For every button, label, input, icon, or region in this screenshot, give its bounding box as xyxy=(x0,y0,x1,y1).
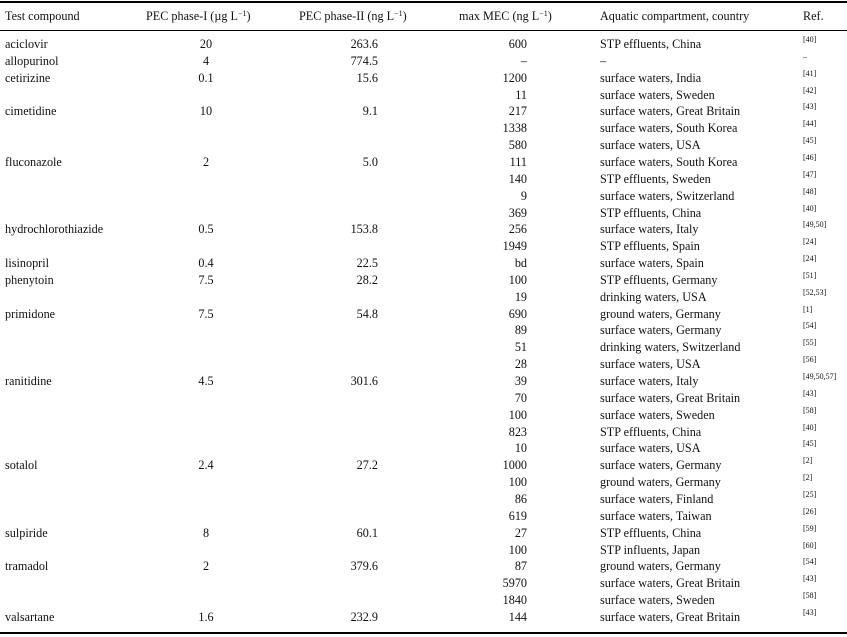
top-rule xyxy=(0,1,847,3)
cell-max-mec: 1200 xyxy=(502,70,527,85)
cell-max-mec: 1000 xyxy=(502,458,527,473)
cell-ref: [26] xyxy=(803,506,817,516)
cell-compartment: surface waters, India xyxy=(600,70,702,85)
cell-compound: tramadol xyxy=(5,559,49,574)
header-rule xyxy=(0,30,847,31)
cell-max-mec: 600 xyxy=(508,37,527,51)
cell-pec-phase-2: 9.1 xyxy=(362,104,378,119)
cell-compound: primidone xyxy=(5,306,56,321)
cell-max-mec: 100 xyxy=(508,272,527,287)
cell-ref: [1] xyxy=(803,304,813,314)
header-pec-phase-2: PEC phase-II (ng $L^{-1}$) xyxy=(299,9,407,23)
cell-ref: [45] xyxy=(803,439,817,449)
cell-compound: cimetidine xyxy=(5,104,57,119)
cell-max-mec: – xyxy=(520,53,527,68)
cell-max-mec: 1840 xyxy=(502,593,527,608)
cell-pec-phase-1: 2.4 xyxy=(198,458,214,473)
cell-pec-phase-2: 27.2 xyxy=(356,458,378,473)
cell-max-mec: 823 xyxy=(508,424,527,439)
cell-max-mec: 580 xyxy=(508,138,527,153)
header-ref: Ref. xyxy=(803,9,824,23)
cell-max-mec: 89 xyxy=(514,323,527,338)
cell-ref: [43] xyxy=(803,607,817,617)
cell-max-mec: 100 xyxy=(508,542,527,557)
cell-compartment: STP effluents, Spain xyxy=(600,239,700,254)
cell-compartment: surface waters, Great Britain xyxy=(600,576,741,591)
cell-ref: [49,50,57] xyxy=(803,372,837,381)
cell-max-mec: 5970 xyxy=(502,576,527,591)
cell-ref: [24] xyxy=(803,254,817,264)
cell-max-mec: 100 xyxy=(508,475,527,490)
cell-ref: [25] xyxy=(803,489,817,499)
cell-pec-phase-2: 22.5 xyxy=(356,256,378,271)
cell-ref: [56] xyxy=(803,355,817,365)
cell-ref: [55] xyxy=(803,338,817,348)
cell-compartment: STP effluents, China xyxy=(600,525,702,540)
cell-pec-phase-1: 2 xyxy=(202,154,210,169)
cell-ref: [52,53] xyxy=(803,287,827,297)
cell-max-mec: 10 xyxy=(514,441,527,456)
cell-pec-phase-1: 1.6 xyxy=(198,609,214,624)
cell-compound: allopurinol xyxy=(5,53,59,68)
cell-compartment: surface waters, Germany xyxy=(600,323,722,338)
cell-pec-phase-2: 301.6 xyxy=(350,374,378,388)
cell-ref: [49,50] xyxy=(803,220,827,230)
cell-compound: valsartane xyxy=(5,609,55,624)
cell-compartment: surface waters, Germany xyxy=(600,458,722,473)
cell-compartment: STP effluents, China xyxy=(600,37,702,51)
cell-max-mec: 9 xyxy=(520,188,527,203)
cell-ref: [45] xyxy=(803,136,817,146)
cell-compartment: STP effluents, Germany xyxy=(600,272,718,287)
cell-ref: [60] xyxy=(803,540,817,550)
cell-pec-phase-2: 774.5 xyxy=(350,53,378,68)
cell-compartment: surface waters, USA xyxy=(600,138,701,153)
cell-max-mec: 256 xyxy=(508,222,527,237)
cell-ref: [58] xyxy=(803,405,817,415)
bottom-rule xyxy=(0,632,847,634)
cell-ref: [54] xyxy=(803,557,817,567)
cell-compartment: ground waters, Germany xyxy=(600,559,721,574)
cell-compound: cetirizine xyxy=(5,70,51,85)
cell-compartment: surface waters, Great Britain xyxy=(600,609,741,624)
header-aquatic-compartment: Aquatic compartment, country xyxy=(600,9,750,23)
cell-compartment: STP influents, Japan xyxy=(600,542,701,557)
cell-max-mec: 27 xyxy=(514,525,527,540)
cell-compartment: drinking waters, USA xyxy=(600,289,707,304)
cell-ref: [59] xyxy=(803,523,817,533)
header-test-compound: Test compound xyxy=(5,9,80,23)
cell-max-mec: 86 xyxy=(514,491,527,506)
header-max-mec: max MEC (ng $L^{-1}$) xyxy=(459,9,552,23)
cell-compartment: surface waters, USA xyxy=(600,357,701,372)
cell-ref: [44] xyxy=(803,119,817,129)
cell-ref: [48] xyxy=(803,186,817,196)
cell-ref: [40] xyxy=(803,422,817,432)
cell-ref: – xyxy=(803,51,807,61)
cell-compartment: surface waters, Sweden xyxy=(600,407,715,422)
cell-max-mec: 111 xyxy=(509,154,527,169)
cell-max-mec: 144 xyxy=(508,609,527,624)
cell-ref: [54] xyxy=(803,321,817,331)
cell-pec-phase-2: 263.6 xyxy=(350,37,378,51)
cell-compound: ranitidine xyxy=(5,374,52,388)
cell-max-mec: 28 xyxy=(514,357,527,372)
cell-compartment: surface waters, USA xyxy=(600,441,701,456)
cell-compartment: surface waters, Switzerland xyxy=(600,188,735,203)
cell-compartment: surface waters, Italy xyxy=(600,374,699,388)
cell-compartment: surface waters, Finland xyxy=(600,491,714,506)
cell-compound: aciclovir xyxy=(5,37,48,51)
cell-pec-phase-2: 5.0 xyxy=(362,154,378,169)
cell-compartment: surface waters, Great Britain xyxy=(600,390,741,405)
cell-compartment: surface waters, South Korea xyxy=(600,154,738,169)
cell-max-mec: 1338 xyxy=(502,121,527,136)
cell-max-mec: 619 xyxy=(508,508,527,523)
cell-ref: [41] xyxy=(803,68,817,78)
cell-pec-phase-2: 15.6 xyxy=(356,70,378,85)
cell-compound: lisinopril xyxy=(5,256,50,271)
cell-compound: sotalol xyxy=(5,458,38,473)
cell-ref: [42] xyxy=(803,85,817,95)
cell-compartment: STP effluents, Sweden xyxy=(600,171,711,186)
cell-compartment: STP effluents, China xyxy=(600,424,702,439)
cell-compartment: surface waters, Spain xyxy=(600,256,704,271)
cell-max-mec: 70 xyxy=(514,390,527,405)
cell-pec-phase-1: 0.5 xyxy=(198,222,214,237)
cell-compartment: surface waters, Taiwan xyxy=(600,508,712,523)
cell-max-mec: 1949 xyxy=(502,239,527,254)
cell-max-mec: 369 xyxy=(508,205,527,220)
cell-pec-phase-2: 28.2 xyxy=(356,272,378,287)
cell-max-mec: 39 xyxy=(514,374,527,388)
cell-pec-phase-2: 60.1 xyxy=(356,525,378,540)
cell-compartment: drinking waters, Switzerland xyxy=(600,340,741,355)
cell-pec-phase-1: 20 xyxy=(199,37,213,51)
cell-ref: [24] xyxy=(803,237,817,247)
cell-ref: [43] xyxy=(803,574,817,584)
cell-pec-phase-1: 2 xyxy=(202,559,210,574)
cell-ref: [43] xyxy=(803,388,817,398)
cell-max-mec: 51 xyxy=(514,340,527,355)
cell-compartment: – xyxy=(600,53,607,68)
cell-compartment: STP effluents, China xyxy=(600,205,702,220)
cell-ref: [40] xyxy=(803,35,817,44)
cell-max-mec: bd xyxy=(514,256,527,271)
cell-ref: [2] xyxy=(803,456,813,466)
cell-compound: phenytoin xyxy=(5,272,54,287)
cell-pec-phase-2: 232.9 xyxy=(350,609,378,624)
cell-compartment: surface waters, Italy xyxy=(600,222,699,237)
cell-compartment: surface waters, Sweden xyxy=(600,87,715,102)
cell-pec-phase-2: 153.8 xyxy=(350,222,378,237)
cell-max-mec: 140 xyxy=(508,171,527,186)
cell-pec-phase-1: 7.5 xyxy=(198,272,214,287)
cell-ref: [46] xyxy=(803,152,817,162)
cell-max-mec: 19 xyxy=(514,289,527,304)
cell-ref: [2] xyxy=(803,473,813,483)
cell-max-mec: 11 xyxy=(515,87,527,102)
cell-pec-phase-2: 379.6 xyxy=(350,559,378,574)
cell-compound: hydrochlorothiazide xyxy=(5,222,104,237)
cell-ref: [58] xyxy=(803,591,817,601)
cell-max-mec: 690 xyxy=(508,306,527,321)
cell-max-mec: 217 xyxy=(508,104,527,119)
cell-pec-phase-2: 54.8 xyxy=(356,306,378,321)
cell-compartment: ground waters, Germany xyxy=(600,306,721,321)
cell-compartment: ground waters, Germany xyxy=(600,475,721,490)
cell-pec-phase-1: 10 xyxy=(199,104,213,119)
cell-max-mec: 100 xyxy=(508,407,527,422)
cell-compartment: surface waters, South Korea xyxy=(600,121,738,136)
header-pec-phase-1: PEC phase-I (µg $L^{-1}$) xyxy=(146,9,251,23)
cell-ref: [40] xyxy=(803,203,817,213)
cell-pec-phase-1: 0.4 xyxy=(198,256,214,271)
cell-compartment: surface waters, Great Britain xyxy=(600,104,741,119)
cell-compound: fluconazole xyxy=(5,154,62,169)
cell-ref: [51] xyxy=(803,270,817,280)
cell-pec-phase-1: 4 xyxy=(202,53,210,68)
cell-pec-phase-1: 4.5 xyxy=(198,374,214,388)
cell-pec-phase-1: 0.1 xyxy=(198,70,214,85)
cell-compartment: surface waters, Sweden xyxy=(600,593,715,608)
cell-compound: sulpiride xyxy=(5,525,48,540)
cell-ref: [43] xyxy=(803,102,817,112)
cell-pec-phase-1: 7.5 xyxy=(198,306,214,321)
cell-max-mec: 87 xyxy=(514,559,527,574)
cell-ref: [47] xyxy=(803,169,817,179)
cell-pec-phase-1: 8 xyxy=(202,525,210,540)
